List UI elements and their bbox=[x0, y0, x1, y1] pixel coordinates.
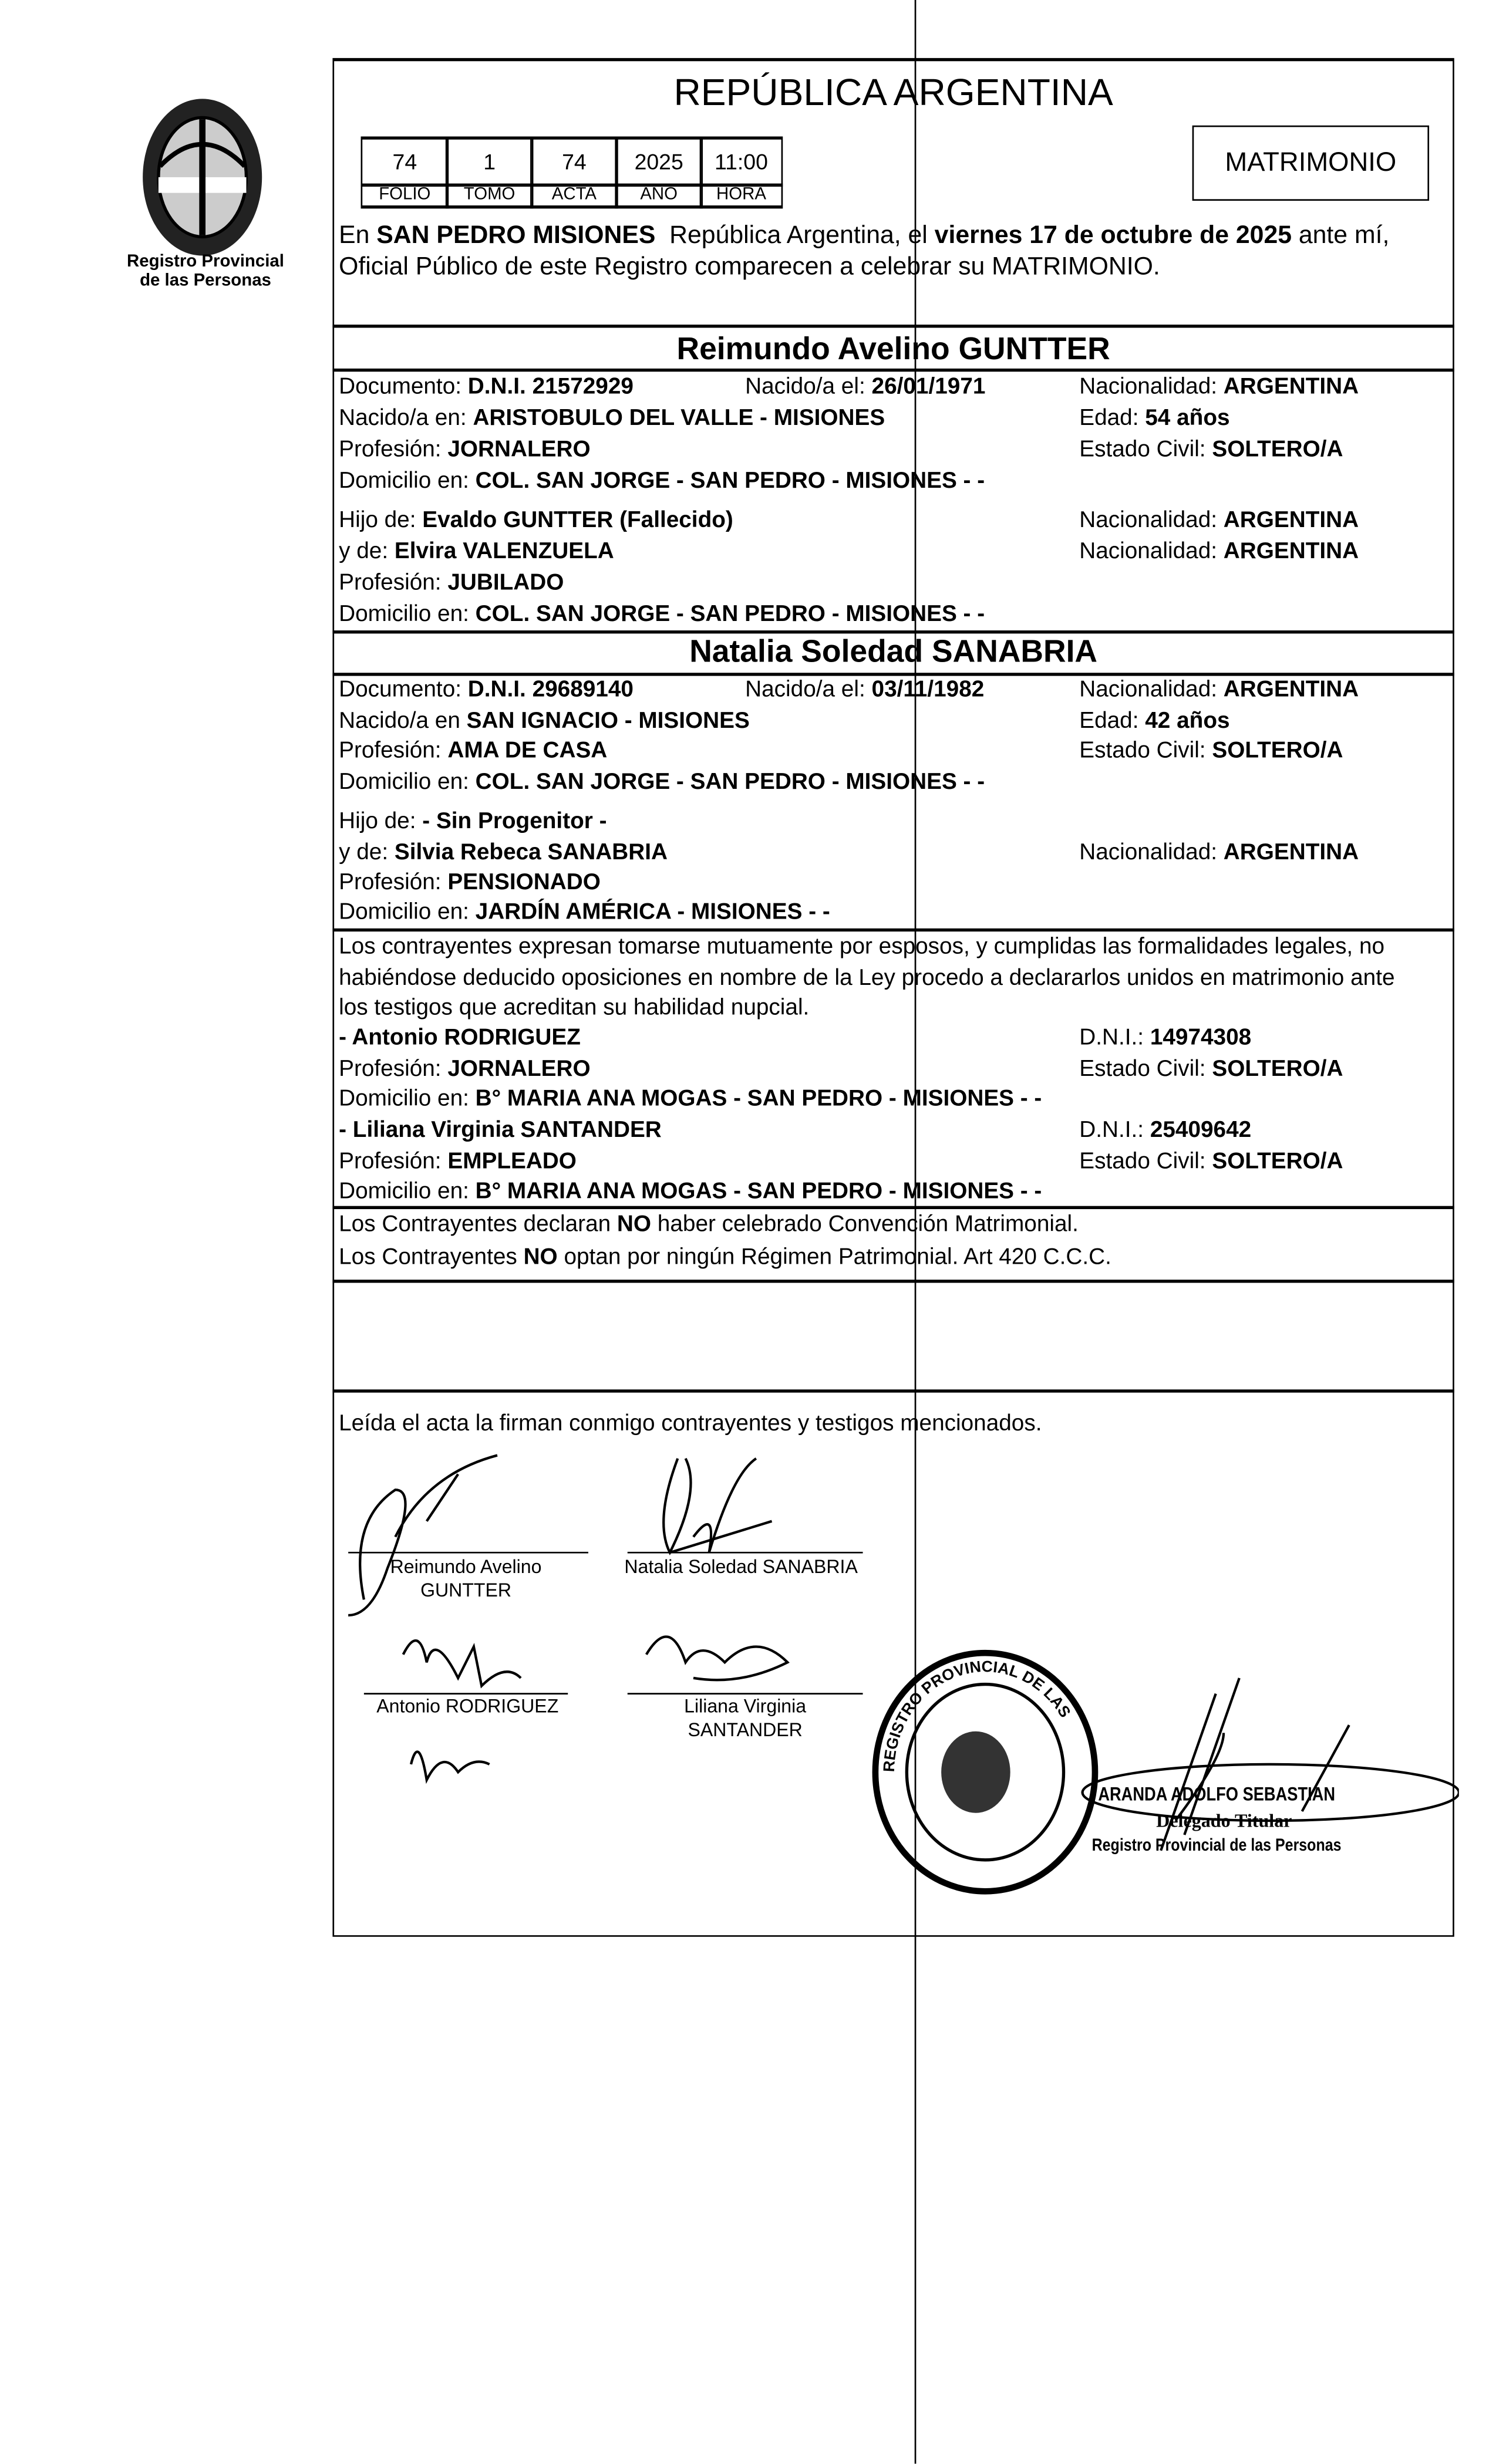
field-value: COL. SAN JORGE - SAN PEDRO - MISIONES - - bbox=[475, 769, 985, 795]
born-field bbox=[745, 375, 985, 400]
field-label: Profesión: bbox=[339, 870, 448, 896]
text: haber celebrado Convención Matrimonial. bbox=[651, 1212, 1079, 1238]
field-label: Profesión: bbox=[339, 437, 448, 463]
record-label: AÑO bbox=[615, 184, 703, 209]
field-value: COL. SAN JORGE - SAN PEDRO - MISIONES - - bbox=[475, 602, 985, 627]
prof-field bbox=[339, 1057, 591, 1082]
field-label: Nacido/a el: bbox=[745, 677, 872, 703]
parent_prof-field bbox=[339, 870, 601, 896]
field-value: SAN IGNACIO - MISIONES bbox=[466, 708, 750, 734]
mother_nat-field bbox=[1079, 539, 1359, 565]
text: NO bbox=[523, 1245, 558, 1271]
divider bbox=[332, 1206, 1454, 1209]
intro-text: En bbox=[339, 222, 377, 249]
intro-text: ante mí, bbox=[1291, 222, 1390, 249]
field-value: Elvira VALENZUELA bbox=[394, 539, 614, 565]
field-value: B° MARIA ANA MOGAS - SAN PEDRO - MISIONES - - bbox=[475, 1179, 1042, 1204]
divider bbox=[332, 1280, 1454, 1282]
field-label: Estado Civil: bbox=[1079, 437, 1212, 463]
addr-field bbox=[339, 1087, 1042, 1112]
field-value: 03/11/1982 bbox=[871, 677, 985, 703]
field-label: Documento: bbox=[339, 374, 468, 400]
text: optan por ningún Régimen Patrimonial. Art 420 C.C.C. bbox=[557, 1245, 1111, 1271]
official-org: Registro Provincial de las Personas bbox=[1091, 1836, 1342, 1855]
birthplace-field bbox=[339, 709, 750, 734]
record-label: HORA bbox=[700, 184, 783, 209]
birthplace-field bbox=[339, 406, 885, 431]
regime-line-1 bbox=[339, 1212, 1079, 1237]
record-value-tomo: 1 bbox=[446, 136, 534, 187]
label: Reimundo Avelino bbox=[390, 1555, 542, 1578]
mother-field bbox=[339, 841, 668, 866]
age-field bbox=[1079, 709, 1229, 734]
record-label: TOMO bbox=[446, 184, 534, 209]
addr-field bbox=[339, 469, 985, 494]
field-value: 54 años bbox=[1145, 406, 1230, 431]
field-label: D.N.I.: bbox=[1079, 1118, 1150, 1143]
field-value: 14974308 bbox=[1150, 1025, 1252, 1051]
text: Los Contrayentes declaran bbox=[339, 1212, 617, 1238]
field-value: JARDÍN AMÉRICA - MISIONES - - bbox=[475, 900, 830, 926]
field-label: Nacionalidad: bbox=[1079, 508, 1224, 534]
field-value: ARGENTINA bbox=[1223, 508, 1359, 534]
father-field bbox=[339, 809, 607, 835]
field-value: B° MARIA ANA MOGAS - SAN PEDRO - MISIONES - - bbox=[475, 1086, 1042, 1112]
field-label: Domicilio en: bbox=[339, 900, 476, 926]
divider bbox=[332, 369, 1454, 372]
doc-field bbox=[339, 375, 634, 400]
field-value: ARGENTINA bbox=[1223, 677, 1359, 703]
record-label: FOLIO bbox=[361, 184, 449, 209]
field-label: Profesión: bbox=[339, 738, 448, 764]
text: NO bbox=[616, 1212, 652, 1238]
field-label: Edad: bbox=[1079, 708, 1145, 734]
page-title: REPÚBLICA ARGENTINA bbox=[673, 72, 1113, 115]
place: SAN PEDRO MISIONES bbox=[376, 222, 656, 249]
field-label: Estado Civil: bbox=[1079, 738, 1212, 764]
intro-line-2: Oficial Público de este Registro comparecen a celebrar su MATRIMONIO. bbox=[339, 254, 1160, 281]
field-value: D.N.I. 21572929 bbox=[467, 374, 634, 400]
field-label: Nacido/a en: bbox=[339, 406, 473, 431]
prof-field bbox=[339, 437, 591, 463]
mother-field bbox=[339, 539, 614, 565]
civil-field bbox=[1079, 738, 1343, 764]
logo-caption-line: de las Personas bbox=[140, 271, 271, 291]
field-label: Edad: bbox=[1079, 406, 1145, 431]
parent_addr-field bbox=[339, 602, 985, 627]
field-value: ARGENTINA bbox=[1223, 374, 1359, 400]
label: Liliana Virginia bbox=[684, 1695, 807, 1717]
act-type: MATRIMONIO bbox=[1225, 147, 1397, 177]
field-label: Domicilio en: bbox=[339, 602, 476, 627]
nat-field bbox=[1079, 375, 1359, 400]
field-value: ARGENTINA bbox=[1223, 539, 1359, 565]
field-value: ARISTOBULO DEL VALLE - MISIONES bbox=[473, 406, 885, 431]
field-label: Profesión: bbox=[339, 1149, 448, 1174]
field-value: EMPLEADO bbox=[447, 1149, 577, 1174]
signature-label-spouse1 bbox=[364, 1556, 568, 1603]
parent_addr-field bbox=[339, 900, 830, 926]
field-value: Silvia Rebeca SANABRIA bbox=[394, 841, 668, 866]
born-field bbox=[745, 677, 984, 703]
field-value: PENSIONADO bbox=[447, 870, 601, 896]
field-label: Nacionalidad: bbox=[1079, 539, 1224, 565]
spouse2-name: Natalia Soledad SANABRIA bbox=[689, 635, 1098, 670]
record-value-hora: 11:00 bbox=[700, 136, 783, 187]
civil-field bbox=[1079, 1149, 1343, 1174]
witness-name: - Liliana Virginia SANTANDER bbox=[339, 1118, 662, 1143]
seal-text: REGISTRO PROVINCIAL DE LAS bbox=[880, 1658, 1074, 1773]
field-label: Nacido/a el: bbox=[745, 374, 872, 400]
field-label: Hijo de: bbox=[339, 508, 423, 534]
field-label: Nacionalidad: bbox=[1079, 841, 1224, 866]
date: viernes 17 de octubre de 2025 bbox=[934, 222, 1292, 249]
record-label: ACTA bbox=[530, 184, 618, 209]
declaration-line: Los contrayentes expresan tomarse mutuamente por esposos, y cumplidas las formalidades legales, no bbox=[339, 934, 1385, 960]
record-value-folio: 74 bbox=[361, 136, 449, 187]
official-role: Delegado Titular bbox=[1156, 1810, 1292, 1832]
field-label: y de: bbox=[339, 841, 395, 866]
label: GUNTTER bbox=[420, 1579, 512, 1601]
signature-label-witness2 bbox=[635, 1695, 855, 1742]
label: SANTANDER bbox=[688, 1719, 803, 1741]
field-label: y de: bbox=[339, 539, 395, 565]
field-value: JUBILADO bbox=[447, 571, 564, 596]
nat-field bbox=[1079, 677, 1359, 703]
field-label: Estado Civil: bbox=[1079, 1149, 1212, 1174]
field-value: 42 años bbox=[1145, 708, 1230, 734]
field-label: Hijo de: bbox=[339, 809, 423, 835]
divider bbox=[332, 1389, 1454, 1392]
field-value: ARGENTINA bbox=[1223, 841, 1359, 866]
divider bbox=[332, 325, 1454, 328]
field-label: Nacionalidad: bbox=[1079, 677, 1224, 703]
field-label: Profesión: bbox=[339, 1056, 448, 1082]
civil-field bbox=[1079, 437, 1343, 463]
field-label: D.N.I.: bbox=[1079, 1025, 1150, 1051]
province-emblem bbox=[135, 91, 270, 264]
dni-field bbox=[1079, 1025, 1251, 1051]
closing-text: Leída el acta la firman conmigo contrayentes y testigos mencionados. bbox=[339, 1411, 1042, 1437]
addr-field bbox=[339, 1179, 1042, 1204]
witness-name: - Antonio RODRIGUEZ bbox=[339, 1025, 581, 1051]
official-signature-ink bbox=[1067, 1662, 1459, 1866]
divider bbox=[332, 630, 1454, 633]
logo-caption-line: Registro Provincial bbox=[127, 252, 284, 272]
declaration-line: habiéndose deducido oposiciones en nombre de la Ley procedo a declararlos unidos en matrimonio ante bbox=[339, 965, 1395, 991]
intro-text bbox=[339, 221, 1389, 284]
field-value: AMA DE CASA bbox=[447, 738, 608, 764]
declaration bbox=[339, 933, 1394, 1025]
field-label: Domicilio en: bbox=[339, 769, 476, 795]
field-value: - Sin Progenitor - bbox=[422, 809, 607, 835]
field-label: Documento: bbox=[339, 677, 468, 703]
parent_prof-field bbox=[339, 571, 564, 596]
field-label: Domicilio en: bbox=[339, 1179, 476, 1204]
father_nat-field bbox=[1079, 508, 1359, 534]
field-label: Nacido/a en bbox=[339, 708, 467, 734]
field-value: SOLTERO/A bbox=[1212, 1149, 1343, 1174]
signature-label-spouse2: Natalia Soledad SANABRIA bbox=[624, 1555, 858, 1578]
text: Los Contrayentes bbox=[339, 1245, 524, 1271]
field-value: SOLTERO/A bbox=[1212, 738, 1343, 764]
intro-text: República Argentina, el bbox=[655, 222, 935, 249]
dni-field bbox=[1079, 1118, 1251, 1143]
field-label: Profesión: bbox=[339, 571, 448, 596]
field-value: JORNALERO bbox=[447, 1056, 591, 1082]
prof-field bbox=[339, 1149, 577, 1174]
age-field bbox=[1079, 406, 1229, 431]
declaration-line: los testigos que acreditan su habilidad nupcial. bbox=[339, 995, 810, 1021]
doc-field bbox=[339, 677, 634, 703]
father-field bbox=[339, 508, 733, 534]
field-value: SOLTERO/A bbox=[1212, 437, 1343, 463]
mother_nat-field bbox=[1079, 841, 1359, 866]
addr-field bbox=[339, 770, 985, 795]
civil-field bbox=[1079, 1057, 1343, 1082]
field-value: Evaldo GUNTTER (Fallecido) bbox=[422, 508, 733, 534]
field-value: D.N.I. 29689140 bbox=[467, 677, 634, 703]
divider bbox=[332, 673, 1454, 676]
act-type-box bbox=[1192, 126, 1429, 201]
field-value: SOLTERO/A bbox=[1212, 1056, 1343, 1082]
field-value: JORNALERO bbox=[447, 437, 591, 463]
field-value: 25409642 bbox=[1150, 1118, 1252, 1143]
divider bbox=[332, 929, 1454, 931]
field-label: Nacionalidad: bbox=[1079, 374, 1224, 400]
field-value: COL. SAN JORGE - SAN PEDRO - MISIONES - - bbox=[475, 468, 985, 494]
spouse1-name: Reimundo Avelino GUNTTER bbox=[676, 332, 1110, 367]
field-value: 26/01/1971 bbox=[871, 374, 986, 400]
prof-field bbox=[339, 738, 607, 764]
field-label: Estado Civil: bbox=[1079, 1056, 1212, 1082]
official-name: ARANDA ADOLFO SEBASTIAN bbox=[1098, 1783, 1336, 1805]
record-value-año: 2025 bbox=[615, 136, 703, 187]
record-value-acta: 74 bbox=[530, 136, 618, 187]
signature-label-witness1: Antonio RODRIGUEZ bbox=[376, 1695, 559, 1717]
field-label: Domicilio en: bbox=[339, 468, 476, 494]
logo-caption bbox=[119, 252, 292, 290]
regime-line-2 bbox=[339, 1245, 1111, 1270]
field-label: Domicilio en: bbox=[339, 1086, 476, 1112]
